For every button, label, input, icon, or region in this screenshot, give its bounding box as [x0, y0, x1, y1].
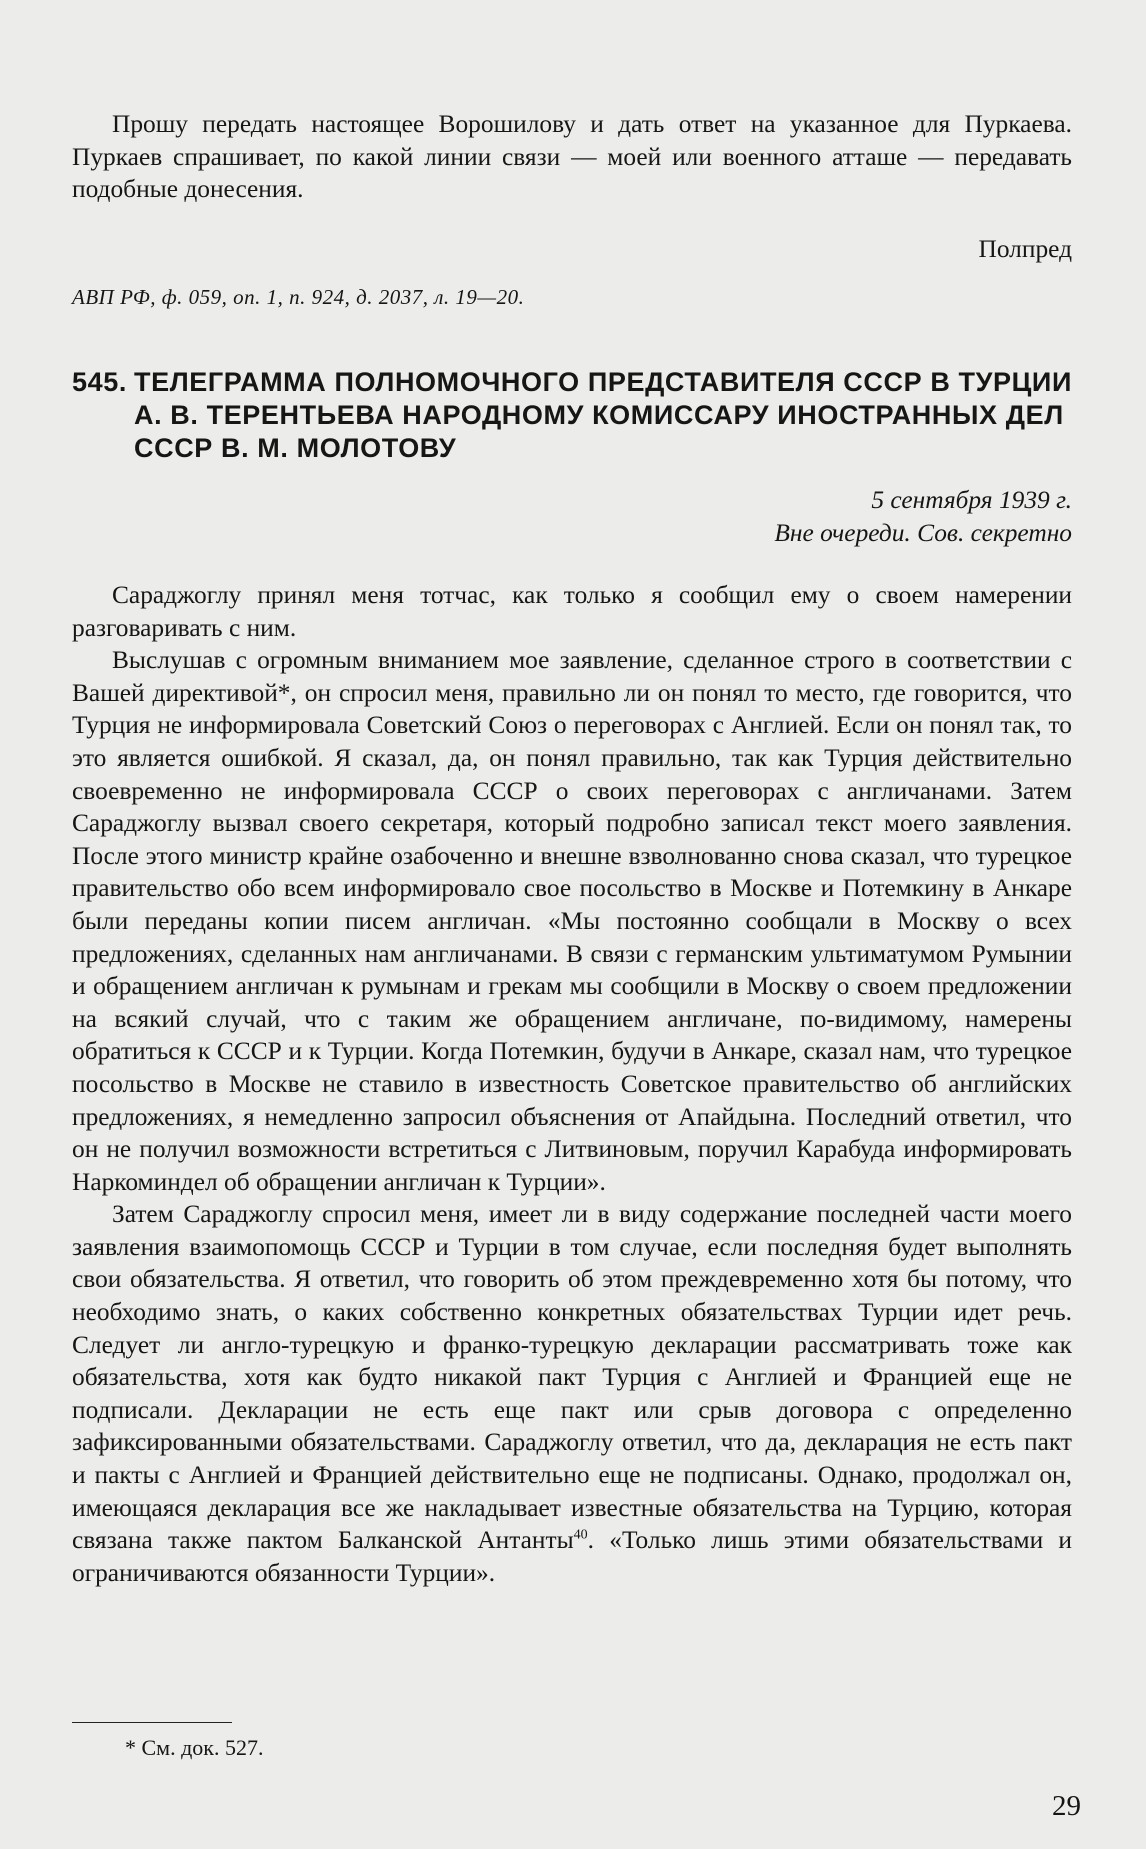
signature: Полпред — [978, 235, 1072, 263]
intro-paragraph: Прошу передать настоящее Ворошилову и дать ответ на указанное для Пуркаева. Пуркаев спрашивает, по какой линии связи — моей или военного атташе — передавать подобные донесения. — [72, 110, 1072, 204]
document-heading — [72, 366, 1072, 465]
body-paragraph-3-end: . «Только лишь этими обязательствами и ограничиваются обязанности Турции». — [72, 1526, 1072, 1587]
document-number: 545. — [72, 367, 127, 397]
intro-paragraph-block — [72, 108, 1072, 206]
footnote-divider — [72, 1722, 232, 1723]
footnote: * См. док. 527. — [125, 1735, 264, 1760]
document-title: ТЕЛЕГРАММА ПОЛНОМОЧНОГО ПРЕДСТАВИТЕЛЯ СССР В ТУРЦИИ А. В. ТЕРЕНТЬЕВА НАРОДНОМУ КОМИССАРУ ИНОСТРАННЫХ ДЕЛ СССР В. М. МОЛОТОВУ — [134, 367, 1072, 463]
body-paragraph-2: Выслушав с огромным вниманием мое заявление, сделанное строго в соответствии с Вашей директивой*, он спросил меня, правильно ли он понял то место, где говорится, что Турция не информировала Советский Союз о переговорах с Англией. Если он понял так, то это является ошибкой. Я сказал, да, он понял правильно, так как Турция действительно своевременно не информировала СССР о своих переговорах с англичанами. Затем Сараджоглу вызвал своего секретаря, который подробно записал текст моего заявления. После этого министр крайне озабоченно и внешне взволнованно снова сказал, что турецкое правительство обо всем информировало свое посольство в Москве и Потемкину в Анкаре были переданы копии писем англичан. «Мы постоянно сообщали в Москву о всех предложениях, сделанных нам англичанами. В связи с германским ультиматумом Румынии и обращением англичан к румынам и грекам мы сообщили в Москву о своем предложении на всякий случай, что с таким же обращением англичане, по-видимому, намерены обратиться к СССР и к Турции. Когда Потемкин, будучи в Анкаре, сказал нам, что турецкое посольство в Москве не ставило в известность Советское правительство об английских предложениях, я немедленно запросил объяснения от Апайдына. Последний ответил, что он не получил возможности встретиться с Литвиновым, поручил Карабуда информировать Наркоминдел об обращении англичан к Турции». — [72, 646, 1072, 1196]
dateline-block — [72, 484, 1072, 549]
page-number: 29 — [1052, 1790, 1081, 1822]
body-paragraph-3 — [72, 1198, 1072, 1589]
body-text — [72, 579, 1072, 1589]
document-classification: Вне очереди. Сов. секретно — [774, 518, 1072, 547]
body-paragraph-1: Сараджоглу принял меня тотчас, как только я сообщил ему о своем намерении разговаривать с ним. — [72, 581, 1072, 642]
archive-source: АВП РФ, ф. 059, оп. 1, п. 924, д. 2037, л. 19—20. — [72, 285, 525, 309]
signature-block — [72, 233, 1072, 266]
document-date: 5 сентября 1939 г. — [871, 486, 1072, 514]
body-paragraph-3-text: Затем Сараджоглу спросил меня, имеет ли в виду содержание последней части моего заявления взаимопомощь СССР и Турции в том случае, если последняя будет выполнять свои обязательства. Я ответил, что говорить об этом преждевременно хотя бы потому, что необходимо знать, о каких собственно конкретных обязательствах Турции идет речь. Следует ли англо-турецкую и франко-турецкую декларации рассматривать тоже как обязательства, хотя как будто никакой пакт Турция с Англией и Францией еще не подписали. Декларации не есть еще пакт или срыв договора с определенно зафиксированными обязательствами. Сараджоглу ответил, что да, декларация не есть пакт и пакты с Англией и Францией действительно еще не подписаны. Однако, продолжал он, имеющаяся декларация все же накладывает известные обязательства на Турцию, которая связана также пактом Балканской Антанты — [72, 1200, 1072, 1555]
archive-source-block — [72, 285, 1072, 310]
endnote-reference: 40 — [573, 1527, 588, 1543]
